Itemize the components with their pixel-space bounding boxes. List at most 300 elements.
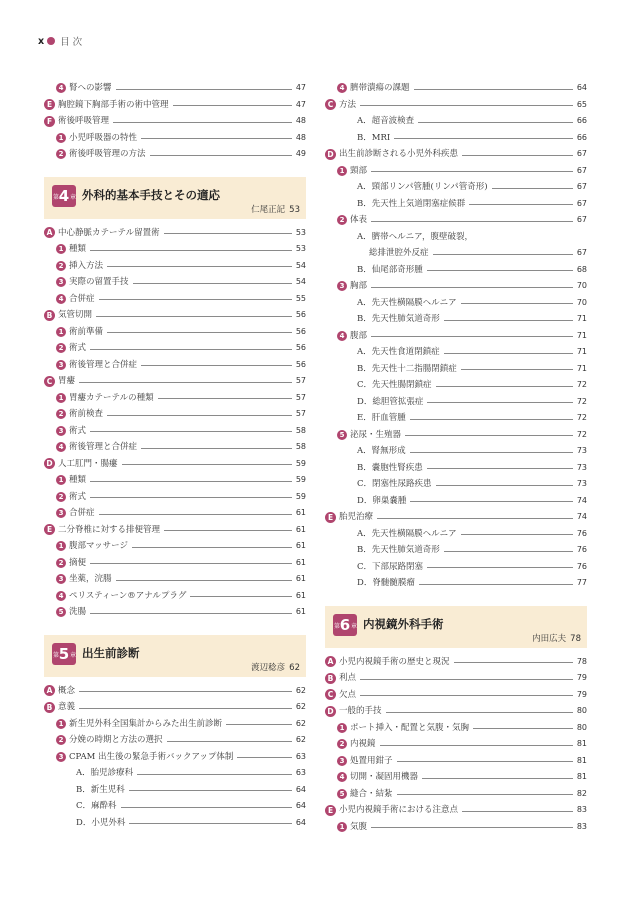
- toc-page-number: 61: [295, 590, 306, 600]
- toc-entry-title: A．頸部リンパ管腫(リンパ管奇形): [357, 179, 490, 196]
- toc-entry-title: 摘便: [69, 555, 88, 572]
- dot-leader: [167, 741, 292, 742]
- toc-page-number: 71: [576, 347, 587, 356]
- section-letter-badge: E: [44, 99, 55, 110]
- toc-entry-title: 腎への影響: [69, 80, 114, 97]
- toc-entry[interactable]: [325, 278, 587, 295]
- dot-leader: [444, 320, 573, 321]
- toc-page-number: 56: [295, 326, 306, 336]
- dot-leader: [371, 171, 573, 172]
- toc-page-number: 62: [295, 685, 306, 695]
- toc-entry[interactable]: [44, 798, 306, 815]
- toc-page-number: 83: [576, 821, 587, 831]
- bullet-dot-icon: [47, 37, 55, 45]
- toc-entry-title: 挿入方法: [69, 258, 105, 275]
- section-letter-badge: F: [44, 116, 55, 127]
- toc-entry[interactable]: [44, 604, 306, 621]
- toc-entry-title: B．MRI: [357, 130, 392, 147]
- toc-entry[interactable]: [44, 456, 306, 473]
- toc-entry-title: 新生児外科全国集計からみた出生前診断: [69, 716, 224, 733]
- toc-page-number: 74: [576, 495, 587, 505]
- toc-entry-title: 術式: [69, 489, 88, 506]
- chapter-page-number: 62: [289, 662, 300, 673]
- toc-entry[interactable]: [325, 113, 587, 130]
- dot-leader: [79, 708, 292, 709]
- toc-entry[interactable]: [325, 179, 587, 196]
- dot-leader: [133, 283, 292, 284]
- toc-entry[interactable]: [44, 324, 306, 341]
- toc-page-number: 64: [295, 817, 306, 827]
- toc-page-number: 71: [576, 314, 587, 323]
- toc-entry[interactable]: [325, 163, 587, 180]
- toc-entry-title: 内視鏡: [350, 736, 378, 753]
- toc-page-number: 64: [295, 784, 306, 794]
- toc-entry-title: A．胎児診療科: [76, 765, 135, 782]
- subsection-number-badge: 2: [56, 735, 66, 745]
- dot-leader: [410, 452, 573, 453]
- toc-entry[interactable]: [44, 274, 306, 291]
- toc-entry[interactable]: [325, 542, 587, 559]
- toc-entry[interactable]: [44, 340, 306, 357]
- toc-entry[interactable]: [44, 765, 306, 782]
- toc-entry[interactable]: [44, 241, 306, 258]
- dot-leader: [462, 155, 573, 156]
- section-letter-badge: C: [44, 376, 55, 387]
- toc-entry[interactable]: [44, 588, 306, 605]
- toc-entry-title: 術式: [69, 340, 88, 357]
- toc-entry-title: ポート挿入・配置と気腹・気胸: [350, 720, 471, 737]
- subsection-number-badge: 2: [56, 149, 66, 159]
- toc-entry-title: E．肝血管腫: [357, 410, 408, 427]
- toc-entry[interactable]: [44, 97, 306, 114]
- toc-entry-title: 腹部: [350, 328, 369, 345]
- toc-page-number: 65: [576, 99, 587, 109]
- toc-entry-title: 総排泄腔外反症: [369, 245, 431, 262]
- toc-entry-title: A．先天性食道閉鎖症: [357, 344, 442, 361]
- toc-page-number: 70: [576, 281, 587, 290]
- toc-page-number: 61: [295, 524, 306, 534]
- toc-entry[interactable]: [44, 683, 306, 700]
- toc-entry[interactable]: [325, 687, 587, 704]
- section-spacer: [44, 621, 306, 635]
- dot-leader: [107, 415, 292, 416]
- toc-entry-title: 小児内視鏡手術における注意点: [339, 802, 460, 819]
- toc-page-number: 81: [576, 772, 587, 781]
- section-letter-badge: D: [325, 706, 336, 717]
- subsection-number-badge: 1: [56, 133, 66, 143]
- dot-leader: [427, 468, 573, 469]
- subsection-number-badge: 3: [56, 360, 66, 370]
- dot-leader: [414, 89, 573, 90]
- subsection-number-badge: 3: [56, 752, 66, 762]
- toc-entry-title: 頸部: [350, 163, 369, 180]
- subsection-number-badge: 2: [337, 739, 347, 749]
- toc-entry[interactable]: [44, 815, 306, 832]
- toc-entry[interactable]: [325, 476, 587, 493]
- toc-entry-title: 合併症: [69, 505, 97, 522]
- chapter-number: 6: [339, 615, 351, 634]
- toc-page-number: 61: [295, 508, 306, 517]
- toc-entry-title: 体表: [350, 212, 369, 229]
- chapter-title[interactable]: 内視鏡外科手術: [363, 616, 444, 631]
- toc-page-number: 81: [576, 755, 587, 765]
- section-letter-badge: C: [325, 99, 336, 110]
- dot-leader: [90, 613, 292, 614]
- toc-entry[interactable]: [44, 357, 306, 374]
- dot-leader: [99, 299, 292, 300]
- dot-leader: [90, 481, 292, 482]
- toc-entry-title: 胃瘻: [58, 373, 77, 390]
- author-name: 渡辺稔彦: [251, 662, 286, 673]
- chapter-prefix: 第: [53, 651, 60, 659]
- dot-leader: [371, 221, 573, 222]
- toc-entry[interactable]: [325, 736, 587, 753]
- chapter-number-badge: [333, 614, 357, 636]
- chapter-suffix: 章: [69, 193, 76, 201]
- toc-entry-title: 坐薬，浣腸: [69, 571, 114, 588]
- toc-entry[interactable]: [44, 390, 306, 407]
- toc-entry-title: C．麻酔科: [76, 798, 119, 815]
- toc-page-number: 55: [295, 293, 306, 303]
- dot-leader: [90, 563, 292, 564]
- toc-entry-title: 合併症: [69, 291, 97, 308]
- toc-entry-title: 切開・凝固用機器: [350, 769, 420, 786]
- chapter-number-badge: [52, 643, 76, 665]
- toc-page-number: 58: [295, 442, 306, 451]
- toc-entry[interactable]: [325, 377, 587, 394]
- dot-leader: [132, 547, 292, 548]
- toc-entry-title: 概念: [58, 683, 77, 700]
- dot-leader: [405, 435, 573, 436]
- toc-entry[interactable]: [44, 749, 306, 766]
- toc-page-number: 47: [295, 83, 306, 92]
- toc-entry[interactable]: [325, 344, 587, 361]
- toc-entry-title: 一般的手技: [339, 703, 384, 720]
- toc-entry-title: 術後呼吸管理の方法: [69, 146, 148, 163]
- dot-leader: [469, 204, 573, 205]
- dot-leader: [371, 287, 573, 288]
- toc-entry[interactable]: [44, 555, 306, 572]
- dot-leader: [371, 336, 573, 337]
- toc-entry-title: B．嚢胞性腎疾患: [357, 460, 425, 477]
- dot-leader: [461, 534, 573, 535]
- toc-entry-title: D．脊髄髄膜瘤: [357, 575, 417, 592]
- chapter-suffix: 章: [350, 622, 357, 630]
- toc-entry[interactable]: [325, 819, 587, 836]
- toc-entry[interactable]: [325, 559, 587, 576]
- toc-page-number: 72: [576, 429, 587, 439]
- chapter-author: [251, 203, 300, 215]
- dot-leader: [377, 518, 573, 519]
- toc-entry[interactable]: [44, 571, 306, 588]
- dot-leader: [444, 551, 573, 552]
- dot-leader: [360, 695, 573, 696]
- dot-leader: [397, 761, 573, 762]
- toc-entry[interactable]: [44, 538, 306, 555]
- toc-entry[interactable]: [44, 291, 306, 308]
- toc-page-number: 56: [295, 310, 306, 319]
- dot-leader: [410, 501, 572, 502]
- dot-leader: [427, 402, 572, 403]
- toc-entry-title: C．先天性腸閉鎖症: [357, 377, 434, 394]
- toc-page-number: 76: [576, 545, 587, 554]
- toc-entry[interactable]: [325, 769, 587, 786]
- toc-page-number: 73: [576, 462, 587, 472]
- toc-entry[interactable]: [325, 526, 587, 543]
- subsection-number-badge: 4: [56, 591, 66, 601]
- section-letter-badge: D: [44, 458, 55, 469]
- toc-entry-title: B．仙尾部奇形腫: [357, 262, 425, 279]
- subsection-number-badge: 1: [56, 719, 66, 729]
- toc-entry-title: 臍帯潰瘍の課題: [350, 80, 412, 97]
- subsection-number-badge: 5: [337, 789, 347, 799]
- toc-entry-title: D．卵巣嚢腫: [357, 493, 408, 510]
- toc-entry[interactable]: [44, 699, 306, 716]
- dot-leader: [454, 662, 573, 663]
- toc-entry[interactable]: [325, 410, 587, 427]
- subsection-number-badge: 3: [56, 426, 66, 436]
- toc-entry[interactable]: [325, 262, 587, 279]
- toc-page-number: 82: [576, 788, 587, 798]
- chapter-author: [251, 661, 300, 673]
- toc-entry-title: B．先天性上気道閉塞症候群: [357, 196, 467, 213]
- dot-leader: [380, 745, 573, 746]
- dot-leader: [141, 365, 292, 366]
- toc-entry-title: 気管切開: [58, 307, 94, 324]
- toc-entry[interactable]: [44, 258, 306, 275]
- dot-leader: [141, 448, 292, 449]
- toc-entry-title: 胸腔鏡下胸部手術の術中管理: [58, 97, 171, 114]
- toc-page-number: 56: [295, 359, 306, 369]
- dot-leader: [422, 778, 573, 779]
- subsection-number-badge: 2: [56, 409, 66, 419]
- toc-page-number: 74: [576, 512, 587, 521]
- toc-entry[interactable]: [325, 802, 587, 819]
- toc-page-number: 71: [576, 363, 587, 373]
- toc-entry[interactable]: [44, 307, 306, 324]
- toc-page-number: 76: [576, 528, 587, 538]
- toc-page-number: 81: [576, 739, 587, 748]
- toc-entry[interactable]: [325, 245, 587, 262]
- subsection-number-badge: 1: [337, 822, 347, 832]
- toc-entry[interactable]: [325, 443, 587, 460]
- toc-entry[interactable]: [44, 505, 306, 522]
- chapter-prefix: 第: [53, 193, 60, 201]
- subsection-number-badge: 2: [56, 558, 66, 568]
- toc-entry[interactable]: [325, 130, 587, 147]
- toc-entry-title: 分娩の時期と方法の選択: [69, 732, 165, 749]
- toc-entry[interactable]: [325, 80, 587, 97]
- dot-leader: [116, 89, 292, 90]
- toc-entry[interactable]: [325, 328, 587, 345]
- dot-leader: [137, 774, 292, 775]
- toc-entry[interactable]: [44, 716, 306, 733]
- toc-entry-title: 小児呼吸器の特性: [69, 130, 139, 147]
- subsection-number-badge: 4: [56, 294, 66, 304]
- toc-page-number: 72: [576, 380, 587, 389]
- toc-page-number: 62: [295, 735, 306, 744]
- toc-entry-title: 人工肛門・腸瘻: [58, 456, 120, 473]
- subsection-number-badge: 2: [56, 492, 66, 502]
- toc-entry[interactable]: [325, 460, 587, 477]
- toc-entry[interactable]: [44, 130, 306, 147]
- chapter-heading: [44, 177, 306, 219]
- toc-entry[interactable]: [325, 670, 587, 687]
- subsection-number-badge: 1: [337, 723, 347, 733]
- toc-entry-title: B．先天性肺気道奇形: [357, 542, 442, 559]
- dot-leader: [79, 691, 292, 692]
- subsection-number-badge: 4: [337, 772, 347, 782]
- toc-entry-title: 泌尿・生殖器: [350, 427, 403, 444]
- toc-page-number: 48: [295, 132, 306, 142]
- toc-page-number: 62: [295, 718, 306, 728]
- chapter-heading: [325, 606, 587, 648]
- toc-entry[interactable]: [325, 720, 587, 737]
- toc-entry[interactable]: [325, 311, 587, 328]
- dot-leader: [473, 728, 573, 729]
- toc-entry[interactable]: [325, 509, 587, 526]
- chapter-title[interactable]: 外科的基本手技とその適応: [82, 187, 220, 202]
- toc-entry-title: A．先天性横隔膜ヘルニア: [357, 295, 459, 312]
- dot-leader: [397, 794, 573, 795]
- toc-page-number: 57: [295, 392, 306, 402]
- toc-entry[interactable]: [325, 493, 587, 510]
- dot-leader: [360, 679, 573, 680]
- subsection-number-badge: 1: [56, 327, 66, 337]
- toc-entry[interactable]: [44, 472, 306, 489]
- toc-page-number: 67: [576, 215, 587, 224]
- chapter-title[interactable]: 出生前診断: [82, 645, 140, 660]
- toc-page-number: 80: [576, 706, 587, 715]
- page-header: [38, 34, 82, 48]
- header-title: 目 次: [60, 37, 83, 48]
- dot-leader: [79, 382, 292, 383]
- toc-page-number: 61: [295, 607, 306, 616]
- subsection-number-badge: 1: [56, 393, 66, 403]
- toc-entry[interactable]: [44, 782, 306, 799]
- toc-page-number: 76: [576, 561, 587, 571]
- dot-leader: [164, 233, 292, 234]
- toc-entry[interactable]: [325, 146, 587, 163]
- chapter-number: 5: [58, 644, 70, 663]
- toc-page-number: 67: [576, 182, 587, 191]
- toc-page-number: 63: [295, 751, 306, 761]
- toc-left-column: [44, 80, 306, 831]
- dot-leader: [121, 807, 292, 808]
- subsection-number-badge: 1: [56, 541, 66, 551]
- toc-entry[interactable]: [325, 229, 587, 246]
- toc-entry[interactable]: [44, 225, 306, 242]
- toc-entry[interactable]: [325, 654, 587, 671]
- toc-page-number: 53: [295, 244, 306, 253]
- dot-leader: [436, 485, 573, 486]
- toc-entry-title: 処置用鉗子: [350, 753, 395, 770]
- section-letter-badge: B: [44, 702, 55, 713]
- toc-entry[interactable]: [44, 489, 306, 506]
- dot-leader: [237, 757, 291, 758]
- toc-entry-title: B．先天性肺気道奇形: [357, 311, 442, 328]
- section-letter-badge: B: [325, 673, 336, 684]
- toc-entry[interactable]: [325, 753, 587, 770]
- dot-leader: [122, 464, 292, 465]
- toc-entry-title: 術後管理と合併症: [69, 439, 139, 456]
- toc-page-number: 63: [295, 768, 306, 777]
- chapter-number-badge: [52, 185, 76, 207]
- toc-entry[interactable]: [325, 196, 587, 213]
- toc-entry-title: 術前準備: [69, 324, 105, 341]
- toc-entry-title: D．総胆管拡張症: [357, 394, 425, 411]
- toc-entry-title: 胎児治療: [339, 509, 375, 526]
- toc-entry[interactable]: [325, 212, 587, 229]
- dot-leader: [427, 567, 573, 568]
- toc-entry-title: D．小児外科: [76, 815, 127, 832]
- chapter-page-number: 78: [570, 633, 581, 644]
- dot-leader: [129, 823, 291, 824]
- toc-entry[interactable]: [325, 703, 587, 720]
- toc-entry[interactable]: [44, 80, 306, 97]
- subsection-number-badge: 2: [56, 343, 66, 353]
- toc-entry[interactable]: [44, 423, 306, 440]
- toc-entry-title: 術後管理と合併症: [69, 357, 139, 374]
- toc-page-number: 79: [576, 673, 587, 682]
- toc-page-number: 57: [295, 409, 306, 418]
- toc-entry[interactable]: [44, 439, 306, 456]
- toc-entry[interactable]: [325, 786, 587, 803]
- toc-page-number: 53: [295, 227, 306, 237]
- toc-page-number: 68: [576, 264, 587, 274]
- toc-entry-title: 洗腸: [69, 604, 88, 621]
- toc-entry[interactable]: [325, 295, 587, 312]
- subsection-number-badge: 1: [56, 244, 66, 254]
- subsection-number-badge: 1: [337, 166, 347, 176]
- dot-leader: [116, 580, 292, 581]
- toc-entry[interactable]: [44, 406, 306, 423]
- toc-page-number: 61: [295, 557, 306, 567]
- toc-entry[interactable]: [44, 732, 306, 749]
- toc-page-number: 61: [295, 574, 306, 583]
- chapter-suffix: 章: [69, 651, 76, 659]
- toc-entry[interactable]: [44, 146, 306, 163]
- toc-entry-title: 利点: [339, 670, 358, 687]
- toc-entry-title: 術式: [69, 423, 88, 440]
- toc-entry[interactable]: [44, 373, 306, 390]
- dot-leader: [90, 431, 292, 432]
- toc-entry-title: 種類: [69, 241, 88, 258]
- subsection-number-badge: 3: [337, 756, 347, 766]
- dot-leader: [492, 188, 573, 189]
- toc-entry-title: A．臍帯ヘルニア，腹壁破裂，: [357, 229, 475, 246]
- dot-leader: [461, 303, 573, 304]
- toc-entry[interactable]: [325, 97, 587, 114]
- toc-entry[interactable]: [325, 575, 587, 592]
- toc-entry[interactable]: [325, 361, 587, 378]
- dot-leader: [427, 270, 573, 271]
- toc-page-number: 73: [576, 479, 587, 488]
- toc-page-number: 67: [576, 248, 587, 257]
- subsection-number-badge: 2: [337, 215, 347, 225]
- toc-page-number: 83: [576, 805, 587, 814]
- toc-page-number: 56: [295, 343, 306, 352]
- subsection-number-badge: 5: [56, 607, 66, 617]
- toc-entry[interactable]: [325, 427, 587, 444]
- toc-entry[interactable]: [44, 113, 306, 130]
- toc-entry[interactable]: [325, 394, 587, 411]
- dot-leader: [371, 827, 573, 828]
- dot-leader: [113, 122, 292, 123]
- dot-leader: [158, 398, 292, 399]
- toc-page-number: 54: [295, 277, 306, 286]
- toc-entry[interactable]: [44, 522, 306, 539]
